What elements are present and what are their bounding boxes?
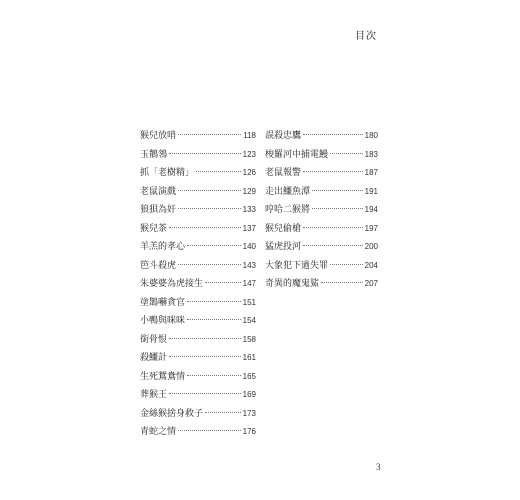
toc-entry-page: 133 — [242, 205, 256, 214]
toc-entry — [140, 368, 256, 387]
dot-leader — [178, 264, 241, 265]
toc-entry-title: 生死鴛鴦情 — [140, 371, 186, 382]
toc-column-left — [140, 127, 256, 442]
toc-entry-page: 194 — [364, 205, 378, 214]
dot-leader — [303, 171, 363, 172]
toc-entry-title: 大象犯下過失罪 — [265, 260, 329, 271]
toc-entry-title: 羊羔的孝心 — [140, 242, 186, 252]
toc-entry — [265, 238, 378, 257]
toc-entry — [140, 294, 256, 313]
dot-leader — [178, 430, 241, 431]
toc-entry-title: 笆斗殺虎 — [140, 260, 177, 271]
dot-leader — [303, 245, 363, 246]
dot-leader — [196, 171, 241, 172]
toc-entry-page: 151 — [242, 297, 256, 307]
dot-leader — [169, 227, 241, 228]
dot-leader — [312, 190, 363, 191]
toc-entry — [265, 257, 378, 276]
toc-entry-page: 165 — [242, 371, 256, 381]
dot-leader — [178, 134, 241, 135]
dot-leader — [205, 282, 241, 283]
toc-entry-page: 200 — [364, 242, 378, 251]
dot-leader — [169, 356, 241, 357]
toc-entry — [140, 331, 256, 350]
toc-entry-page: 197 — [364, 223, 378, 233]
toc-entry — [140, 164, 256, 183]
toc-column-right — [265, 127, 378, 294]
toc-entry-title: 葬猴王 — [140, 390, 168, 400]
dot-leader — [169, 338, 241, 339]
toc-entry — [140, 423, 256, 442]
dot-leader — [169, 393, 241, 394]
dot-leader — [169, 153, 241, 154]
toc-entry-page: 180 — [364, 131, 378, 140]
dot-leader — [187, 375, 241, 376]
toc-entry-title: 金絲猴捨身救子 — [140, 408, 204, 419]
toc-entry-title: 銜骨恨 — [140, 334, 168, 345]
toc-entry-page: 118 — [243, 131, 256, 140]
toc-entry-page: 126 — [242, 168, 256, 177]
dot-leader — [187, 301, 241, 302]
toc-entry-title: 塗鵲嚇貪官 — [140, 297, 186, 308]
toc-entry — [140, 349, 256, 368]
toc-entry — [265, 146, 378, 165]
toc-entry-page: 147 — [242, 279, 256, 288]
toc-entry — [265, 127, 378, 146]
toc-entry-title: 老鼠報警 — [265, 168, 302, 178]
toc-entry-title: 梭羅河中捕電鰻 — [265, 149, 329, 160]
toc-entry-title: 玉鶺鴒 — [140, 149, 168, 160]
toc-entry-page: 204 — [364, 260, 378, 270]
toc-entry-title: 猴兒放哨 — [140, 131, 177, 141]
toc-entry-title: 朱婆婆為虎接生 — [140, 279, 204, 289]
toc-entry-page: 129 — [242, 186, 256, 196]
toc-entry-page: 123 — [242, 149, 256, 159]
toc-entry-page: 176 — [242, 427, 256, 436]
toc-entry-page: 173 — [242, 408, 256, 418]
toc-entry-title: 猛虎投河 — [265, 242, 302, 252]
dot-leader — [303, 134, 363, 135]
toc-entry — [140, 220, 256, 239]
toc-entry-title: 青蛇之情 — [140, 427, 177, 437]
toc-entry-page: 154 — [242, 316, 256, 325]
toc-entry-title: 殺鱷計 — [140, 353, 168, 363]
toc-entry — [140, 183, 256, 202]
toc-entry-page: 143 — [242, 260, 256, 270]
toc-entry-page: 137 — [242, 223, 256, 233]
dot-leader — [178, 208, 241, 209]
toc-entry — [140, 275, 256, 294]
toc-entry-title: 走出鱷魚潭 — [265, 186, 311, 197]
toc-entry-title: 抓「老樹精」 — [140, 168, 195, 178]
toc-entry-page: 158 — [242, 334, 256, 344]
toc-entry — [140, 127, 256, 146]
toc-entry — [265, 275, 378, 294]
dot-leader — [205, 412, 241, 413]
toc-entry — [265, 201, 378, 220]
toc-entry — [140, 201, 256, 220]
toc-entry-title: 老鼠演戲 — [140, 186, 177, 197]
toc-entry-title: 哼哈二猴將 — [265, 205, 311, 215]
toc-entry — [140, 146, 256, 165]
toc-entry-page: 161 — [242, 353, 256, 362]
toc-entry — [265, 183, 378, 202]
toc-entry-title: 猴兒茶 — [140, 223, 168, 234]
toc-entry — [140, 238, 256, 257]
toc-entry-title: 小鴨與咪咪 — [140, 316, 186, 326]
page-number: 3 — [376, 462, 381, 472]
toc-entry-page: 140 — [242, 242, 256, 251]
toc-entry — [140, 405, 256, 424]
toc-entry — [140, 257, 256, 276]
dot-leader — [330, 264, 363, 265]
toc-entry-page: 207 — [364, 279, 378, 288]
dot-leader — [187, 245, 241, 246]
page-title: 目次 — [355, 31, 377, 42]
toc-entry — [265, 164, 378, 183]
toc-entry-page: 183 — [364, 149, 378, 159]
toc-entry-title: 狼狽為奸 — [140, 205, 177, 215]
dot-leader — [178, 190, 241, 191]
toc-entry — [265, 220, 378, 239]
dot-leader — [312, 208, 363, 209]
dot-leader — [303, 227, 363, 228]
toc-entry — [140, 386, 256, 405]
toc-entry-title: 誤殺忠鷹 — [265, 131, 302, 141]
toc-entry-title: 猴兒偷槍 — [265, 223, 302, 234]
toc-entry-page: 191 — [364, 186, 378, 196]
dot-leader — [187, 319, 241, 320]
dot-leader — [321, 282, 363, 283]
toc-entry-title: 奇異的魔鬼鯊 — [265, 279, 320, 289]
toc-entry-page: 169 — [242, 390, 256, 399]
toc-entry — [140, 312, 256, 331]
dot-leader — [330, 153, 363, 154]
toc-entry-page: 187 — [364, 168, 378, 177]
